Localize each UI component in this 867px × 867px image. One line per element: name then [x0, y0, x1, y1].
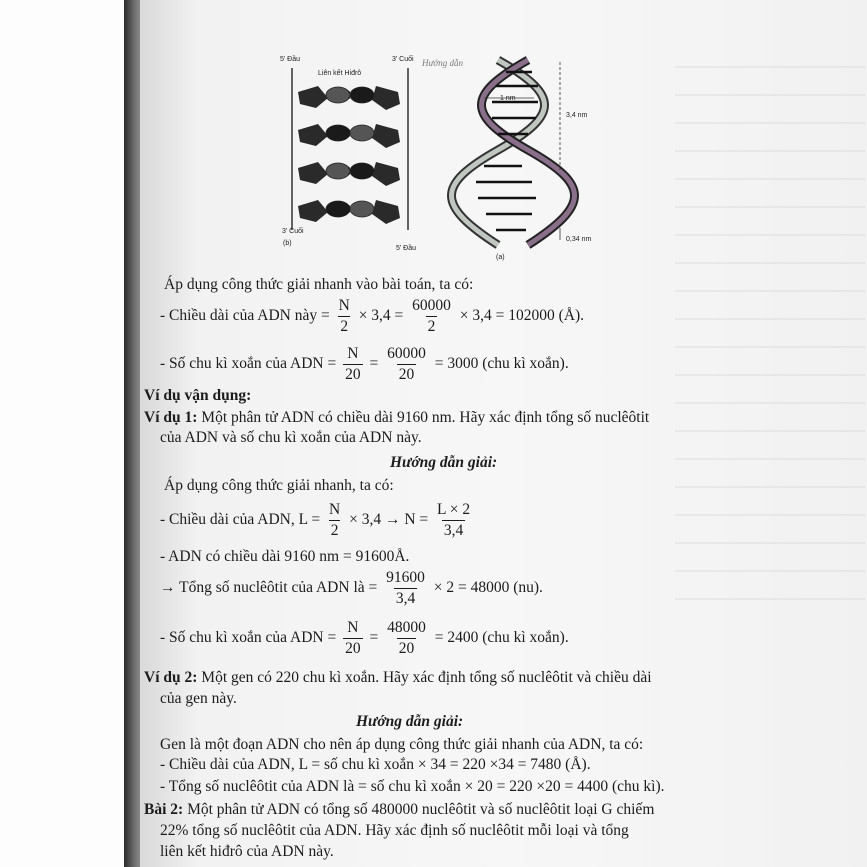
- bleed-through-lines: [675, 40, 865, 600]
- example-1-line-2: của ADN và số chu kì xoắn của ADN này.: [160, 429, 422, 446]
- numerator: 60000: [412, 297, 451, 314]
- figure-label-3cuoi-top: 3' Cuối: [392, 56, 414, 63]
- formula-total-prefix: → Tổng số nuclêôtit của ADN là =: [160, 579, 378, 597]
- apply-line-1: Áp dụng công thức giải nhanh vào bài toán, ta có:: [164, 276, 474, 293]
- numerator: 48000: [387, 619, 426, 636]
- denominator: 2: [427, 318, 436, 335]
- fraction: [337, 296, 352, 337]
- example-1-label: Ví dụ 1:: [144, 409, 198, 426]
- figure-label-a: (a): [496, 254, 505, 261]
- formula-cycles-1-prefix: - Số chu kì xoắn của ADN =: [160, 355, 337, 373]
- exercise-2-line-3: liên kết hiđrô của ADN này.: [160, 843, 334, 860]
- fraction: [343, 344, 363, 385]
- denominator: 2: [340, 318, 349, 335]
- dna-helix-diagram: [452, 60, 575, 245]
- numerator: N: [338, 297, 350, 314]
- numerator: 91600: [386, 569, 425, 586]
- example-2-text: Một gen có 220 chu kì xoắn. Hãy xác định tổng số nuclêôtit và chiều dài: [201, 669, 652, 686]
- formula-length-1: [160, 296, 584, 337]
- formula-length-1-post: × 3,4 = 102000 (Å).: [459, 307, 585, 325]
- exercise-2-line-2: 22% tổng số nuclêôtit của ADN. Hãy xác định số nuclêôtit mỗi loại và tổng: [160, 822, 629, 839]
- figure-label-034nm: 0,34 nm: [566, 236, 592, 243]
- figure-label-3cuoi-bottom: 3' Cuối: [282, 228, 304, 235]
- denominator: 20: [345, 366, 361, 383]
- length-conversion-line: - ADN có chiều dài 9160 nm = 91600Å.: [160, 548, 410, 565]
- exercise-2-label: Bài 2:: [144, 801, 184, 818]
- solution-heading-2: Hướng dẫn giải:: [356, 713, 464, 730]
- formula-cycles-1-post: = 3000 (chu kì xoắn).: [434, 355, 569, 373]
- figure-label-1nm: 1 nm: [500, 95, 516, 102]
- gene-length-line: - Chiều dài của ADN, L = số chu kì xoắn × 34 = 220 ×34 = 7480 (Å).: [160, 756, 591, 773]
- example-2-line-2: của gen này.: [160, 690, 237, 707]
- gene-nucleotides-line: - Tổng số nuclêôtit của ADN là = số chu kì xoắn × 20 = 220 ×20 = 4400 (chu kì).: [160, 778, 665, 795]
- denominator: 3,4: [395, 590, 416, 607]
- numerator: N: [347, 345, 359, 362]
- formula-cycles-2-post: = 2400 (chu kì xoắn).: [434, 629, 569, 647]
- fraction: [435, 500, 472, 541]
- fraction: [384, 568, 427, 609]
- figure-label-5dau-bottom: 5' Đầu: [396, 245, 417, 252]
- fraction: [385, 344, 428, 385]
- fraction: [410, 296, 453, 337]
- exercise-2-line-1: [144, 800, 654, 820]
- dna-ladder-diagram: [292, 68, 408, 230]
- equals-sign: =: [369, 355, 379, 373]
- denominator: 20: [398, 640, 415, 657]
- formula-total-post: × 2 = 48000 (nu).: [433, 579, 543, 597]
- figure-label-lienket: Liên kết Hiđrô: [318, 70, 362, 77]
- example-2-line-1: [144, 668, 652, 688]
- denominator: 20: [345, 640, 361, 657]
- apply-line-2: Áp dụng công thức giải nhanh, ta có:: [164, 477, 394, 494]
- fraction: [327, 500, 342, 541]
- example-1-line-1: [144, 408, 649, 428]
- formula-length-1-mid: × 3,4 =: [358, 307, 404, 325]
- fraction: [343, 618, 363, 659]
- formula-cycles-1: [160, 344, 569, 385]
- fraction: [385, 618, 428, 659]
- numerator: N: [347, 619, 359, 636]
- numerator: 60000: [387, 345, 426, 362]
- dna-figure: [270, 50, 580, 255]
- numerator: N: [329, 501, 341, 518]
- figure-label-34nm: 3,4 nm: [566, 112, 588, 119]
- denominator: 2: [330, 522, 339, 539]
- formula-length-2-prefix: - Chiều dài của ADN, L =: [160, 511, 321, 529]
- figure-label-b: (b): [283, 240, 292, 247]
- formula-length-2: [160, 500, 475, 541]
- scan-background: [0, 0, 124, 867]
- numerator: L × 2: [437, 501, 471, 518]
- exercise-2-text: Một phân tử ADN có tổng số 480000 nuclêôtit và số nuclêôtit loại G chiếm: [187, 801, 655, 818]
- figure-label-5dau-top: 5' Đầu: [280, 56, 301, 63]
- denominator: 3,4: [443, 522, 464, 539]
- formula-cycles-2-prefix: - Số chu kì xoắn của ADN =: [160, 629, 337, 647]
- equals-sign: =: [369, 629, 379, 647]
- formula-length-1-prefix: - Chiều dài của ADN này =: [160, 307, 330, 325]
- example-1-text: Một phân tử ADN có chiều dài 9160 nm. Hãy xác định tổng số nuclêôtit: [201, 409, 650, 426]
- formula-length-2-mid: × 3,4 → N =: [349, 511, 429, 529]
- example-2-label: Ví dụ 2:: [144, 669, 198, 686]
- gene-statement-line: Gen là một đoạn ADN cho nên áp dụng công thức giải nhanh của ADN, ta có:: [160, 736, 644, 753]
- denominator: 20: [398, 366, 415, 383]
- formula-total-nucleotides: [160, 568, 543, 609]
- bleed-header: Hướng dẫn: [422, 58, 463, 68]
- formula-cycles-2: [160, 618, 569, 659]
- section-heading-examples: Ví dụ vận dụng:: [144, 387, 252, 404]
- solution-heading-1: Hướng dẫn giải:: [390, 454, 498, 471]
